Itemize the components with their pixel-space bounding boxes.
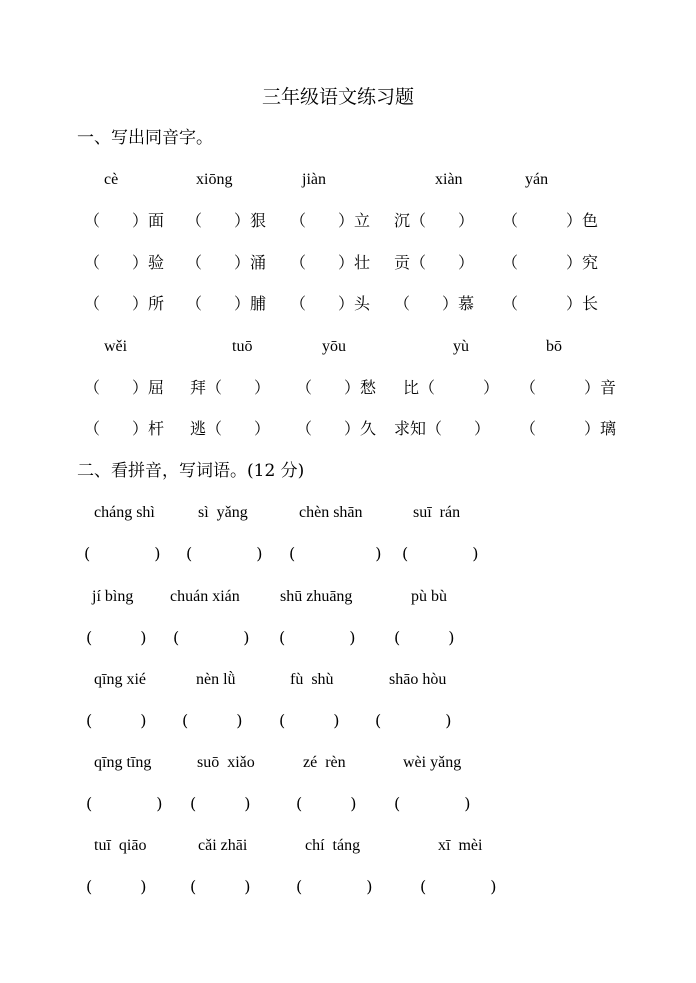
page-title: 三年级语文练习题 <box>262 86 415 108</box>
homophone-item: 比（ ） <box>403 378 500 397</box>
pinyin-word: cháng shì <box>94 504 155 521</box>
answer-bracket: ( ) <box>402 544 479 563</box>
pinyin-word: xī mèi <box>438 837 483 854</box>
answer-bracket: ( ) <box>86 711 147 730</box>
homophone-item: （ ）慕 <box>394 294 475 313</box>
pinyin-label: yán <box>525 171 549 188</box>
homophone-item: （ ）究 <box>502 253 599 272</box>
answer-bracket: ( ) <box>86 877 147 896</box>
pinyin-label: yōu <box>322 338 346 355</box>
pinyin-word: zé rèn <box>303 754 346 771</box>
homophone-item: 沉（ ） <box>394 211 475 230</box>
pinyin-word: pù bù <box>411 588 447 605</box>
pinyin-word: cǎi zhāi <box>198 837 248 854</box>
pinyin-label: cè <box>104 171 119 188</box>
answer-bracket: ( ) <box>394 628 455 647</box>
pinyin-word: nèn lǜ <box>196 671 236 688</box>
answer-bracket: ( ) <box>289 544 382 563</box>
section1-heading: 一、写出同音字。 <box>77 128 213 148</box>
homophone-item: 拜（ ） <box>190 378 271 397</box>
answer-bracket: ( ) <box>420 877 497 896</box>
homophone-item: （ ）涌 <box>186 253 267 272</box>
pinyin-word: qīng xié <box>94 671 146 688</box>
homophone-item: （ ）验 <box>84 253 165 272</box>
homophone-item: （ ）愁 <box>296 378 377 397</box>
pinyin-word: suō xiǎo <box>197 754 255 771</box>
answer-bracket: ( ) <box>182 711 243 730</box>
answer-bracket: ( ) <box>296 877 373 896</box>
homophone-item: （ ）久 <box>296 419 377 438</box>
homophone-item: 贡（ ） <box>394 253 475 272</box>
homophone-item: （ ）屈 <box>84 378 165 397</box>
pinyin-label: tuō <box>232 338 253 355</box>
pinyin-word: chuán xián <box>170 588 240 605</box>
homophone-item: （ ）长 <box>502 294 599 313</box>
pinyin-word: jí bìng <box>92 588 134 605</box>
answer-bracket: ( ) <box>186 544 263 563</box>
answer-bracket: ( ) <box>86 794 163 813</box>
answer-bracket: ( ) <box>190 877 251 896</box>
homophone-item: （ ）立 <box>290 211 371 230</box>
pinyin-label: wěi <box>104 338 128 355</box>
homophone-item: （ ）璃 <box>520 419 617 438</box>
answer-bracket: ( ) <box>296 794 357 813</box>
homophone-item: （ ）脯 <box>186 294 267 313</box>
homophone-item: （ ）面 <box>84 211 165 230</box>
pinyin-word: suī rán <box>413 504 461 521</box>
answer-bracket: ( ) <box>375 711 452 730</box>
answer-bracket: ( ) <box>84 544 161 563</box>
homophone-item: 求知（ ） <box>394 419 491 438</box>
pinyin-word: chí táng <box>305 837 361 854</box>
answer-bracket: ( ) <box>86 628 147 647</box>
pinyin-word: sì yǎng <box>198 504 248 521</box>
section2-heading: 二、看拼音，写词语。(12 分) <box>77 461 305 481</box>
homophone-item: 逃（ ） <box>190 419 271 438</box>
pinyin-word: shū zhuāng <box>280 588 353 605</box>
pinyin-label: bō <box>546 338 562 355</box>
answer-bracket: ( ) <box>394 794 471 813</box>
answer-bracket: ( ) <box>190 794 251 813</box>
pinyin-word: chèn shān <box>299 504 363 521</box>
homophone-item: （ ）头 <box>290 294 371 313</box>
homophone-item: （ ）色 <box>502 211 599 230</box>
pinyin-word: wèi yǎng <box>403 754 462 771</box>
answer-bracket: ( ) <box>279 711 340 730</box>
homophone-item: （ ）杆 <box>84 419 165 438</box>
pinyin-label: xiōng <box>196 171 233 188</box>
homophone-item: （ ）狠 <box>186 211 267 230</box>
pinyin-word: tuī qiāo <box>94 837 147 854</box>
pinyin-label: yù <box>453 338 469 355</box>
pinyin-label: xiàn <box>435 171 463 188</box>
answer-bracket: ( ) <box>173 628 250 647</box>
answer-bracket: ( ) <box>279 628 356 647</box>
homophone-item: （ ）所 <box>84 294 165 313</box>
homophone-item: （ ）壮 <box>290 253 371 272</box>
pinyin-word: qīng tīng <box>94 754 152 771</box>
pinyin-word: fù shù <box>290 671 334 688</box>
homophone-item: （ ）音 <box>520 378 617 397</box>
pinyin-label: jiàn <box>302 171 326 188</box>
pinyin-word: shāo hòu <box>389 671 447 688</box>
